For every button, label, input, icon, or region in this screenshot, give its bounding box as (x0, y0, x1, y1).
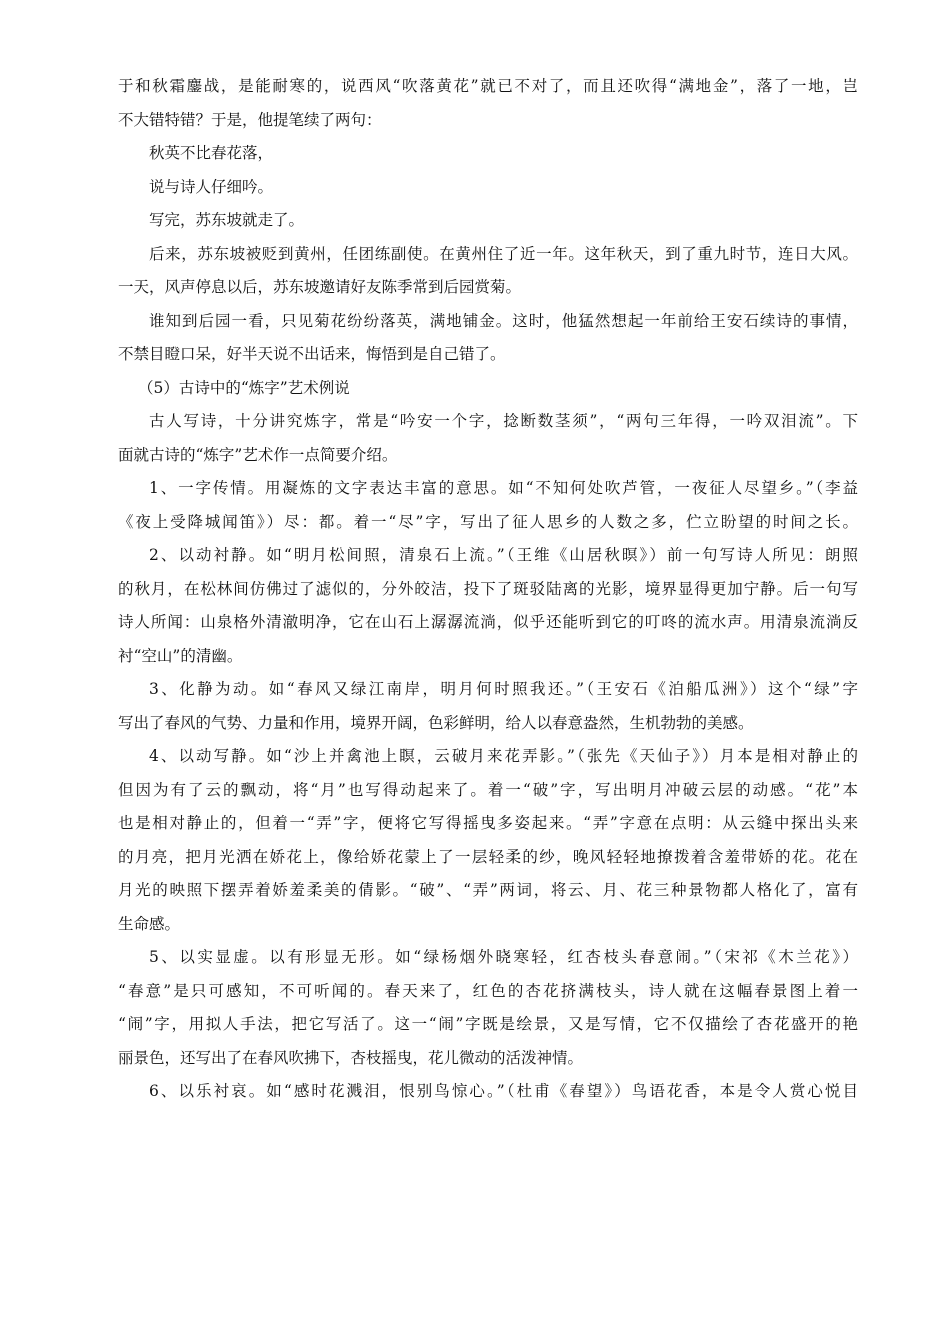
text-line: 丽景色，还写出了在春风吹拂下，杏枝摇曳，花儿微动的活泼神情。 (118, 1048, 584, 1067)
text-line: 面就古诗的“炼字”艺术作一点简要介绍。 (118, 445, 398, 464)
text-line: 写出了春风的气势、力量和作用，境界开阔，色彩鲜明，给人以春意盎然，生机勃勃的美感。 (118, 713, 754, 732)
text-line: 6、以乐衬哀。如“感时花溅泪，恨别鸟惊心。”（杜甫《春望》）鸟语花香，本是令人赏心悦目 (149, 1082, 858, 1100)
text-line: “春意”是只可感知，不可听闻的。春天来了，红色的杏花挤满枝头，诗人就在这幅春景图上着一 (118, 981, 858, 1000)
text-line: 于和秋霜鏖战，是能耐寒的，说西风“吹落黄花”就已不对了，而且还吹得“满地金”，落了一地，岂 (118, 77, 858, 95)
text-line: 生命感。 (118, 914, 181, 933)
text-line: 也是相对静止的，但着一“弄”字，便将它写得摇曳多姿起来。“弄”字意在点明：从云缝中探出头来 (118, 814, 858, 832)
text-line: 月光的映照下摆弄着娇羞柔美的倩影。“破”、“弄”两词，将云、月、花三种景物都人格化了，富有 (118, 881, 858, 899)
document-page (118, 70, 858, 1109)
text-line: 古人写诗，十分讲究炼字，常是“吟安一个字，捻断数茎须”，“两句三年得，一吟双泪流”。下 (149, 412, 858, 430)
text-line: 1、一字传情。用凝炼的文字表达丰富的意思。如“不知何处吹芦管，一夜征人尽望乡。”（李益 (149, 479, 858, 497)
text-line: 后来，苏东坡被贬到黄州，任团练副使。在黄州住了近一年。这年秋天，到了重九时节，连日大风。 (149, 244, 858, 263)
text-line: 诗人所闻：山泉格外清澈明净，它在山石上潺潺流淌，似乎还能听到它的叮咚的流水声。用清泉流淌反 (118, 613, 858, 631)
text-line: 不禁目瞪口呆，好半天说不出话来，悔悟到是自己错了。 (118, 345, 506, 363)
text-line: “闹”字，用拟人手法，把它写活了。这一“闹”字既是绘景，又是写情，它不仅描绘了杏花盛开的艳 (118, 1015, 858, 1033)
text-line: 4、以动写静。如“沙上并禽池上瞑，云破月来花弄影。”（张先《天仙子》）月本是相对静止的 (149, 747, 858, 765)
text-line: 的秋月，在松林间仿佛过了滤似的，分外皎洁，投下了斑驳陆离的光影，境界显得更加宁静。后一句写 (118, 579, 858, 598)
text-line: 《夜上受降城闻笛》）尽：都。着一“尽”字，写出了征人思乡的人数之多，伫立盼望的时间之长。 (118, 512, 858, 531)
poem-line: 说与诗人仔细吟。 (149, 177, 274, 196)
text-line: 一天，风声停息以后，苏东坡邀请好友陈季常到后园赏菊。 (118, 278, 522, 296)
text-line: 5、以实显虚。以有形显无形。如“绿杨烟外晓寒轻，红杏枝头春意闹。”（宋祁《木兰花》） (149, 948, 858, 966)
text-line: 谁知到后园一看，只见菊花纷纷落英，满地铺金。这时，他猛然想起一年前给王安石续诗的事情， (149, 311, 858, 330)
poem-line: 秋英不比春花落， (149, 144, 274, 162)
text-line: 不大错特错？于是，他提笔续了两句： (118, 110, 382, 129)
text-line: 衬“空山”的清幽。 (118, 646, 243, 665)
text-line: 3、化静为动。如“春风又绿江南岸，明月何时照我还。”（王安石《泊船瓜洲》）这个“绿”字 (149, 680, 858, 698)
text-line: 但因为有了云的飘动，将“月”也写得动起来了。着一“破”字，写出明月冲破云层的动感。“花”本 (118, 780, 858, 799)
text-line: 的月亮，把月光洒在娇花上，像给娇花蒙上了一层轻柔的纱，晚风轻轻地撩拨着含羞带娇的花。花在 (118, 847, 858, 866)
section-heading: （5）古诗中的“炼字”艺术例说 (138, 378, 350, 397)
text-line: 写完，苏东坡就走了。 (149, 211, 305, 229)
text-line: 2、以动衬静。如“明月松间照，清泉石上流。”（王维《山居秋暝》）前一句写诗人所见：朗照 (149, 546, 858, 564)
